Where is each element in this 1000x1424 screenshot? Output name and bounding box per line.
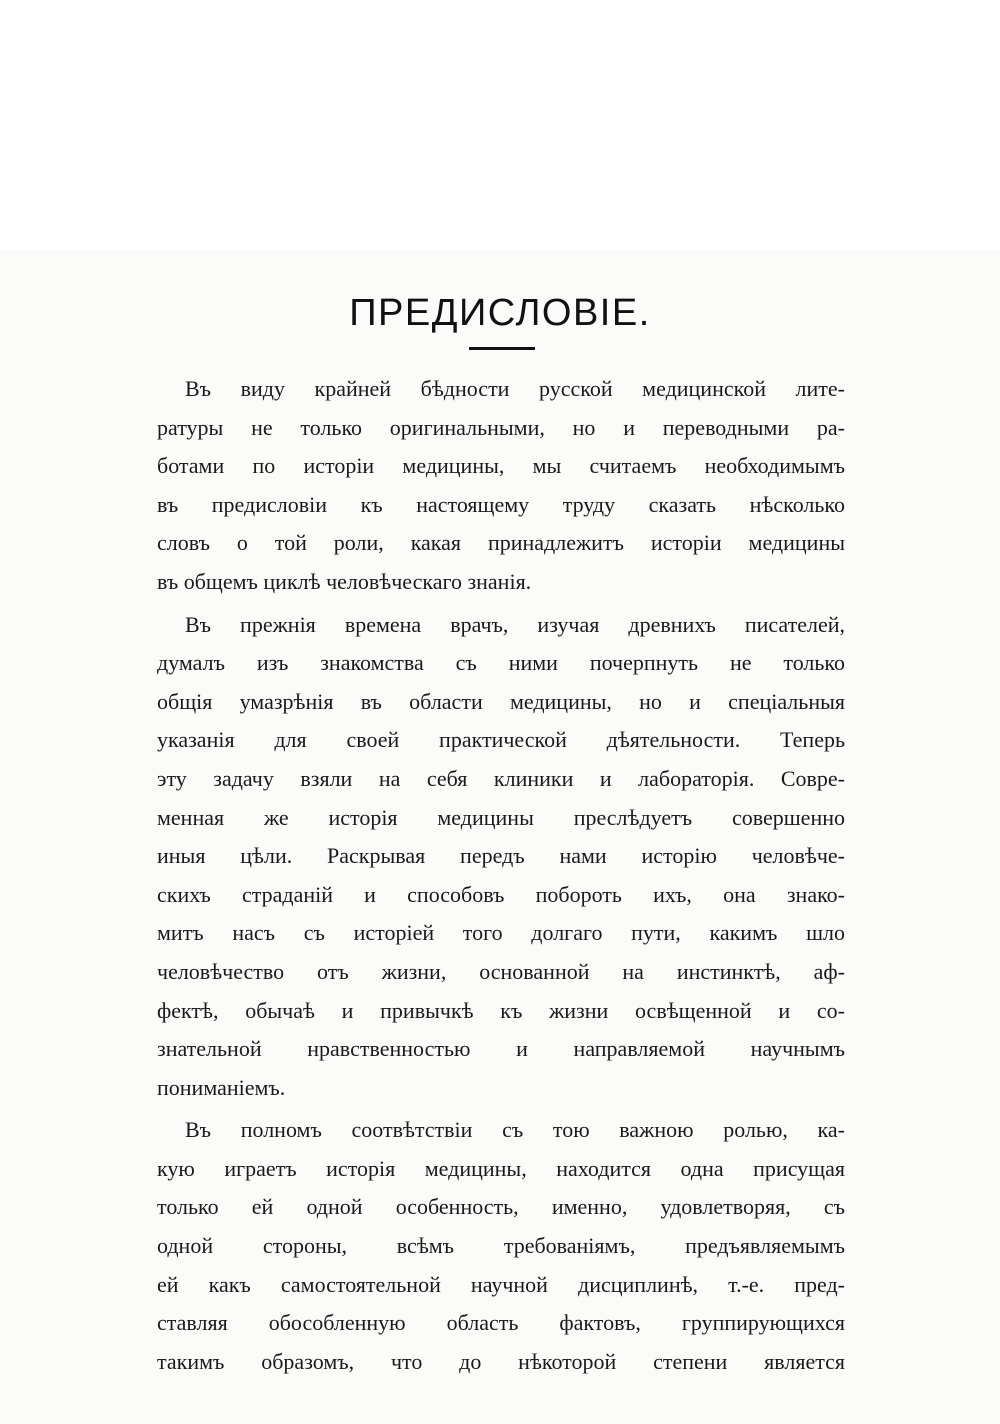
text-line: фектѣ, обычаѣ и привычкѣ къ жизни освѣщенной и со- [157,997,845,1023]
text-line: словъ о той роли, какая принадлежитъ исторіи медицины [157,530,845,556]
text-line: пониманіемъ. [157,1074,286,1100]
text-line: ратуры не только оригинальными, но и переводными ра- [157,414,845,440]
text-line: Въ прежнія времена врачъ, изучая древнихъ писателей, [185,611,845,637]
text-line: Въ виду крайней бѣдности русской медицинской лите- [185,376,845,401]
text-line: одной стороны, всѣмъ требованіямъ, предъявляемымъ [157,1233,845,1259]
text-line: скихъ страданій и способовъ побороть ихъ, она знако- [157,881,845,907]
text-line: общія умазрѣнія въ области медицины, но и спеціальныя [157,688,845,714]
page-title: ПРЕДИСЛОВІЕ. [349,292,651,334]
preface-text [157,370,845,1385]
text-line: митъ насъ съ исторіей того долгаго пути, какимъ шло [157,920,845,946]
text-line: эту задачу взяли на себя клиники и лабораторія. Совре- [157,765,845,791]
text-line: Въ полномъ соотвѣтствіи съ тою важною ролью, ка- [185,1117,845,1143]
text-line: человѣчество отъ жизни, основанной на инстинктѣ, аф- [157,958,845,984]
text-line: думалъ изъ знакомства съ ними почерпнуть не только [157,650,845,676]
paragraph-1 [157,370,845,602]
text-line: менная же исторія медицины преслѣдуетъ совершенно [157,804,845,830]
text-line: указанія для своей практической дѣятельности. Теперь [157,727,845,753]
text-line: ей какъ самостоятельной научной дисциплинѣ, т.-е. пред- [157,1271,845,1297]
paragraph-2 [157,606,845,1108]
text-line: кую играетъ исторія медицины, находится одна присущая [157,1155,845,1181]
text-line: ставляя обособленную область фактовъ, группирующихся [157,1310,845,1336]
text-line: такимъ образомъ, что до нѣкоторой степени является [157,1348,845,1374]
title-underline-rule [469,347,535,350]
text-line: въ общемъ циклѣ человѣческаго знанія. [157,568,532,594]
text-line: знательной нравственностью и направляемой научнымъ [157,1036,845,1062]
text-line: иныя цѣли. Раскрывая передъ нами исторію человѣче- [157,843,845,869]
paragraph-3 [157,1111,845,1381]
text-line: только ей одной особенность, именно, удовлетворяя, съ [157,1194,845,1220]
text-line: въ предисловіи къ настоящему труду сказать нѣсколько [157,491,845,517]
text-line: ботами по исторіи медицины, мы считаемъ необходимымъ [157,453,845,479]
